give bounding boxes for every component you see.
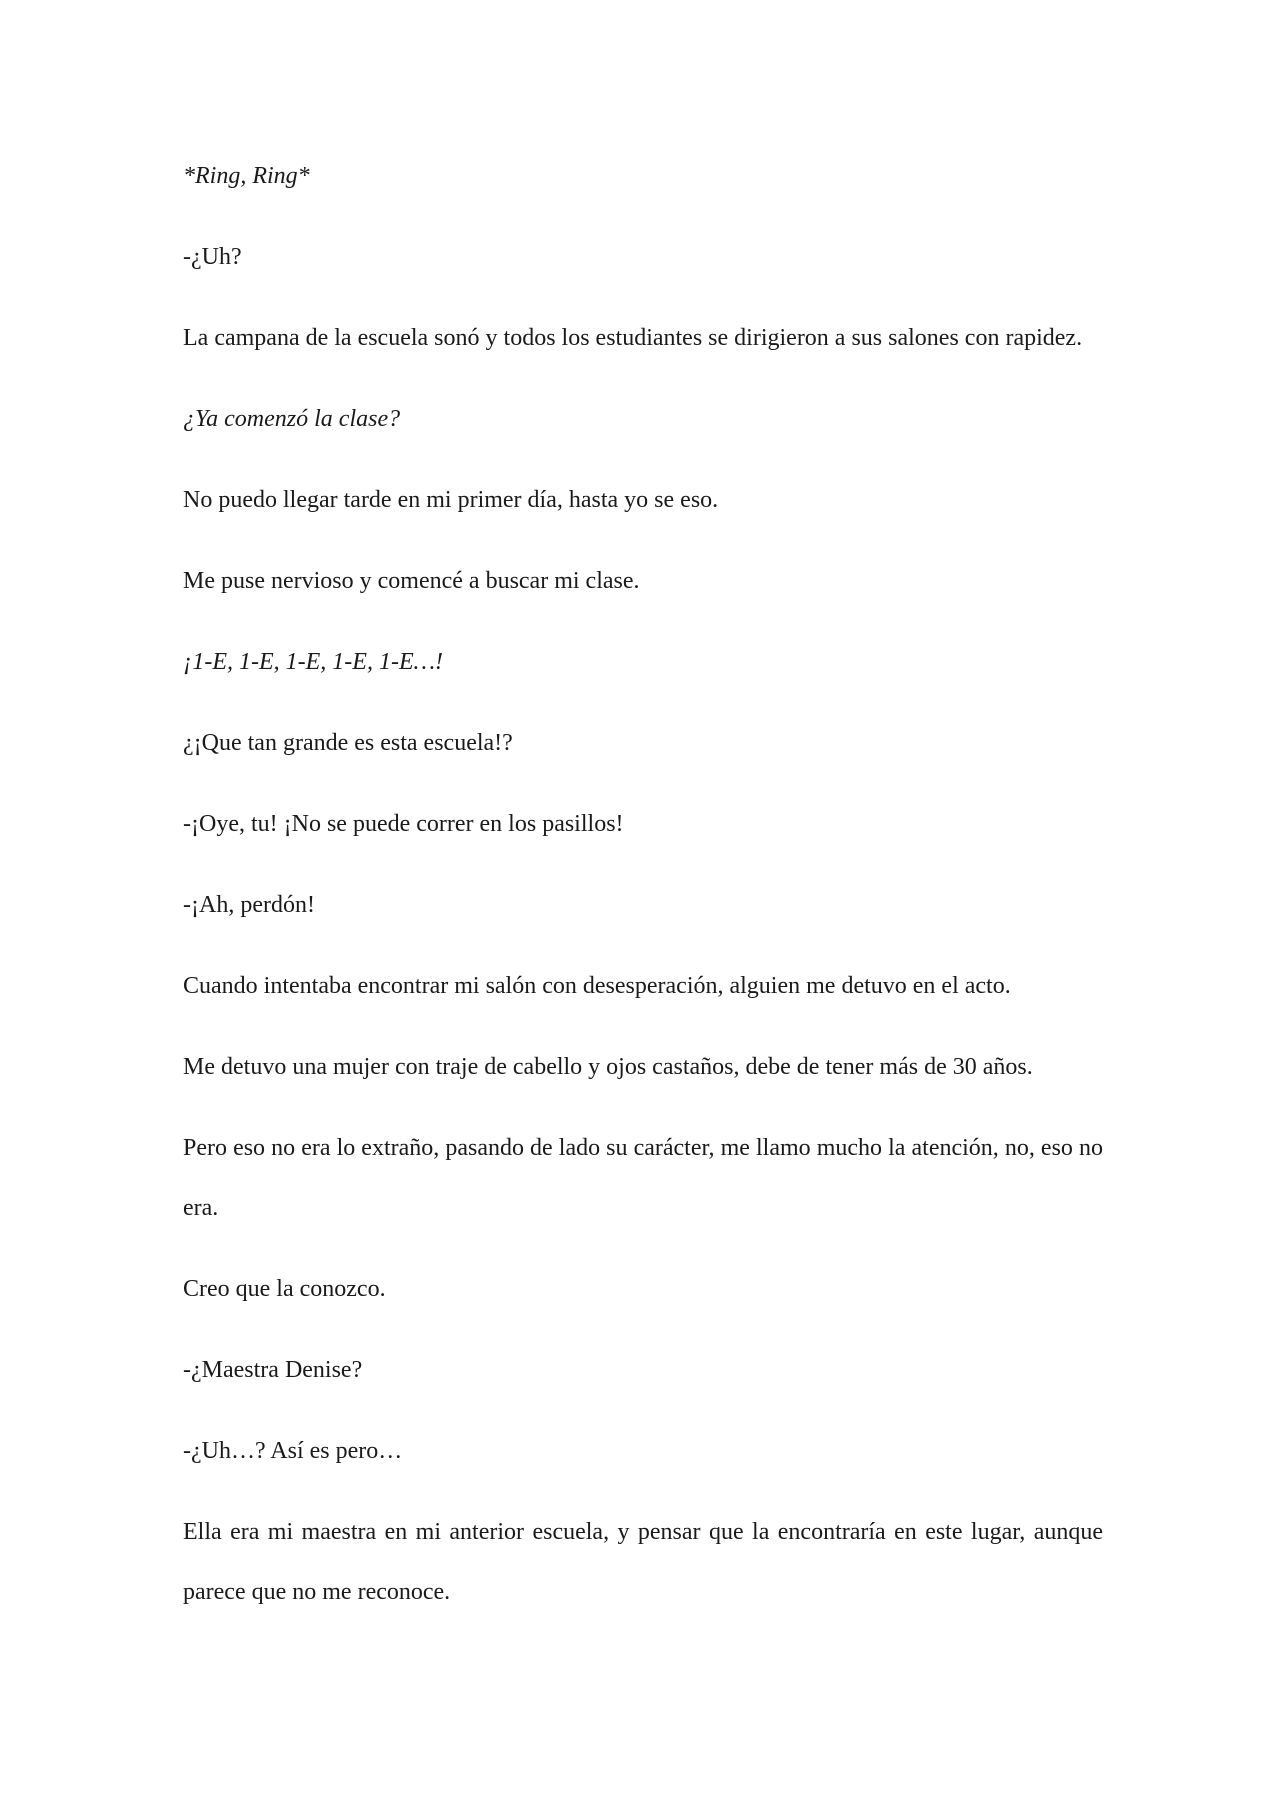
paragraph-1: *Ring, Ring* [183, 163, 310, 189]
paragraph-12: Me detuvo una mujer con traje de cabello y ojos castaños, debe de tener más de 30 años. [183, 1054, 1033, 1080]
paragraph-13: Pero eso no era lo extraño, pasando de lado su carácter, me llamo mucho la atención, no, eso no era. [183, 1135, 1103, 1221]
paragraph-6: Me puse nervioso y comencé a buscar mi clase. [183, 568, 640, 594]
paragraph-8: ¿¡Que tan grande es esta escuela!? [183, 730, 513, 756]
paragraph-4: ¿Ya comenzó la clase? [183, 406, 401, 432]
paragraph-14: Creo que la conozco. [183, 1276, 386, 1302]
document-body [183, 146, 1103, 1643]
paragraph-17: Ella era mi maestra en mi anterior escuela, y pensar que la encontraría en este lugar, aunque parece que no me reconoce. [183, 1519, 1103, 1605]
paragraph-16: -¿Uh…? Así es pero… [183, 1438, 403, 1464]
paragraph-5: No puedo llegar tarde en mi primer día, hasta yo se eso. [183, 487, 719, 513]
paragraph-11: Cuando intentaba encontrar mi salón con desesperación, alguien me detuvo en el acto. [183, 973, 1011, 999]
paragraph-2: -¿Uh? [183, 244, 242, 270]
paragraph-3: La campana de la escuela sonó y todos los estudiantes se dirigieron a sus salones con rapidez. [183, 325, 1083, 351]
paragraph-9: -¡Oye, tu! ¡No se puede correr en los pasillos! [183, 811, 624, 837]
paragraph-15: -¿Maestra Denise? [183, 1357, 363, 1383]
paragraph-10: -¡Ah, perdón! [183, 892, 315, 918]
paragraph-7: ¡1-E, 1-E, 1-E, 1-E, 1-E…! [183, 649, 443, 675]
